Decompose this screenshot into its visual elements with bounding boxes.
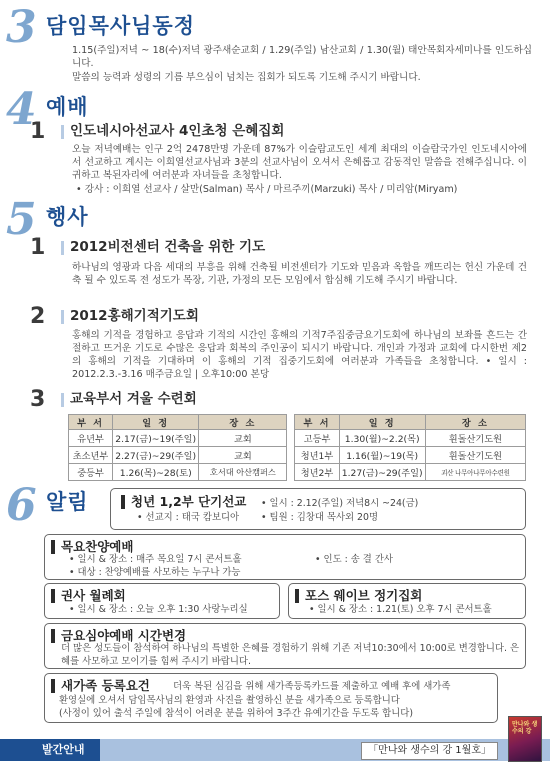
notice-box-thursday-worship — [44, 534, 526, 580]
table-cell: 휜돌산기도원 — [425, 430, 525, 447]
event-item-text-2: 홍해의 기적을 경험하고 응답과 기적의 시간인 홍해의 기적7주집중금요기도회에 하나님의 보좌를 흔드는 간절하고 뜨거운 기도로 수많은 응답과 회복의 주인공이 되시기 바랍니다. 개인과 가정과 교회에 다시한번 제2의 홍해의 기적을 기대하며 이 홍해의 기적 집중기도회에 여러분과 가족들을 초청합니다. • 일시 : 2012.2.3.-3.16 매주금요일 | 오후10:00 본당 — [72, 330, 527, 380]
box-marker — [295, 589, 299, 603]
mission-trip-place: • 선교지 : 태국 캄보디아 — [137, 512, 240, 523]
worship-item-text: 오늘 저녁예배는 인구 2억 2478만명 가운데 87%가 이슬람교도인 세계 최대의 이슬람국가인 인도네시아에서 선교하고 계시는 이희열선교사님과 3분의 선교사님이 오셔서 은혜롭고 감동적인 말씀을 전해주십니다. 이 귀하고 복된자리에 여러분과 자녀들을 초청합니다. — [72, 144, 527, 181]
table-row — [69, 464, 526, 481]
pastor-news-text: 1.15(주일)저녁 ~ 18(수)저녁 광주새순교회 / 1.29(주일) 남산교회 / 1.30(월) 태안목회자세미나를 인도하십니다. — [72, 45, 532, 69]
table-cell: 청년2부 — [295, 464, 339, 481]
table-header: 장 소 — [425, 415, 525, 430]
retreat-schedule-table — [68, 414, 526, 481]
notice-box-mission-trip — [110, 488, 526, 530]
table-header: 부 서 — [295, 415, 339, 430]
new-family-text-3: (사정이 있어 출석 주일에 참석이 어려운 분을 위하여 3주간 유예기간을 두도록 합니다) — [59, 708, 413, 719]
table-cell: 교회 — [199, 430, 287, 447]
event-item-number-2: 2 — [30, 304, 46, 329]
box-marker — [51, 629, 55, 643]
table-cell: 1.26(목)~28(토) — [113, 464, 199, 481]
notice-box-force-wave — [288, 583, 526, 619]
section-number-3: 3 — [6, 2, 37, 53]
table-cell: 2.17(금)~19(주일) — [113, 430, 199, 447]
table-cell: 청년1부 — [295, 447, 339, 464]
magazine-cover-title: 만나와 생수의 강 — [512, 721, 538, 735]
worship-speakers: • 강사 : 이희열 선교사 / 살만(Salman) 목사 / 마르주끼(Marzuki) 목사 / 미리암(Miryam) — [76, 184, 458, 195]
table-gap — [287, 447, 295, 464]
table-cell: 1.27(금)~29(주일) — [339, 464, 425, 481]
box-marker — [51, 679, 55, 693]
table-cell: 초소년부 — [69, 447, 113, 464]
friday-night-worship-text: 더 많은 성도들이 참석하여 하나님의 특별한 은혜를 경험하기 위해 기존 저녁10:30에서 10:00로 변경합니다. 은혜를 사모하고 모이기를 힘써 주시기 바랍니다. — [61, 643, 520, 667]
notice-title-thursday-worship: 목요찬양예배 — [61, 539, 134, 554]
subtitle-bar — [61, 241, 64, 255]
subtitle-bar — [61, 393, 64, 407]
magazine-cover-image — [508, 716, 542, 762]
force-wave-time-place: • 일시 & 장소 : 1.21(토) 오후 7시 콘서트홀 — [309, 604, 492, 615]
publication-footer — [0, 739, 550, 761]
event-item-title-2: 2012홍해기적기도회 — [70, 308, 199, 324]
table-header: 일 정 — [113, 415, 199, 430]
section-title-notices: 알림 — [46, 490, 89, 514]
mission-trip-team: • 팀원 : 김창대 목사외 20명 — [261, 512, 379, 523]
table-gap — [287, 415, 295, 430]
worship-item-title: 인도네시아선교사 4인초청 은혜집회 — [70, 123, 285, 139]
notice-box-new-family — [44, 673, 498, 723]
section-title-events: 행사 — [46, 205, 89, 229]
worship-item-number-1: 1 — [30, 119, 46, 144]
table-header-row — [69, 415, 526, 430]
table-row — [69, 430, 526, 447]
section-title-worship: 예배 — [46, 95, 89, 119]
subtitle-bar — [61, 125, 64, 139]
table-cell: 1.30(월)~2.2(목) — [339, 430, 425, 447]
table-cell: 2.27(금)~29(주일) — [113, 447, 199, 464]
notice-title-deaconess-meeting: 권사 월례회 — [61, 588, 126, 603]
table-header: 부 서 — [69, 415, 113, 430]
notice-title-new-family: 새가족 등록요건 — [61, 678, 150, 693]
notice-title-mission-trip: 청년 1,2부 단기선교 — [131, 494, 247, 509]
event-item-number-1: 1 — [30, 235, 46, 260]
thursday-worship-leader: • 인도 : 송 결 간사 — [315, 554, 393, 565]
event-item-title-1: 2012비전센터 건축을 위한 기도 — [70, 239, 266, 255]
footer-publication-label: 발간안내 — [0, 739, 100, 761]
box-marker — [121, 495, 125, 509]
table-header: 일 정 — [339, 415, 425, 430]
section-number-4: 4 — [6, 84, 37, 135]
table-header: 장 소 — [199, 415, 287, 430]
event-item-number-3: 3 — [30, 387, 46, 412]
new-family-text-1: 더욱 복된 심김을 위해 새가족등록카드를 제출하고 예배 후에 새가족 — [173, 681, 451, 692]
notice-box-friday-night-worship — [44, 623, 526, 669]
event-item-title-3: 교육부서 겨울 수련회 — [70, 391, 197, 407]
table-row — [69, 447, 526, 464]
notice-box-deaconess-meeting — [44, 583, 280, 619]
table-cell: 고등부 — [295, 430, 339, 447]
table-gap — [287, 464, 295, 481]
table-cell: 호서대 아산캠퍼스 — [199, 464, 287, 481]
thursday-worship-time-place: • 일시 & 장소 : 매주 목요일 7시 콘서트홀 — [69, 554, 242, 565]
table-cell: 교회 — [199, 447, 287, 464]
new-family-text-2: 환영실에 오셔서 담임목사님의 환영과 사진을 촬영하신 분을 새가족으로 등록합니다 — [59, 695, 400, 706]
section-number-5: 5 — [6, 194, 37, 245]
table-cell: 1.16(월)~19(목) — [339, 447, 425, 464]
pastor-news-text-2: 말씀의 능력과 성령의 기름 부으심이 넘치는 집회가 되도록 기도해 주시기 바랍니다. — [72, 72, 421, 83]
footer-magazine-title: 「만나와 생수의 강 1월호」 — [361, 742, 498, 760]
box-marker — [51, 540, 55, 554]
table-cell: 유년부 — [69, 430, 113, 447]
section-number-6: 6 — [6, 480, 37, 531]
box-marker — [51, 589, 55, 603]
table-cell: 괴산 나무아나무아수련원 — [425, 464, 525, 481]
thursday-worship-target: • 대상 : 찬양예배를 사모하는 누구나 가능 — [69, 567, 241, 578]
event-item-text-1: 하나님의 영광과 다음 세대의 부흥을 위해 건축될 비전센터가 기도와 믿음과 옥합을 깨뜨리는 헌신 가운데 건축 될 수 있도록 전 성도가 목장, 기관, 가정의 모든 모임에서 합심해 기도해 주시기 바랍니다. — [72, 262, 527, 286]
subtitle-bar — [61, 310, 64, 324]
notice-title-force-wave: 포스 웨이브 정기집회 — [305, 588, 423, 603]
mission-trip-date: • 일시 : 2.12(주일) 저녁8시 ~24(금) — [261, 498, 419, 509]
section-title-pastor-news: 담임목사님동정 — [46, 14, 196, 38]
table-cell: 휜돌산기도원 — [425, 447, 525, 464]
notice-title-friday-night-worship: 금요심야예배 시간변경 — [61, 628, 187, 643]
deaconess-meeting-time-place: • 일시 & 장소 : 오늘 오후 1:30 사랑누리실 — [69, 604, 248, 615]
table-gap — [287, 430, 295, 447]
table-cell: 중등부 — [69, 464, 113, 481]
